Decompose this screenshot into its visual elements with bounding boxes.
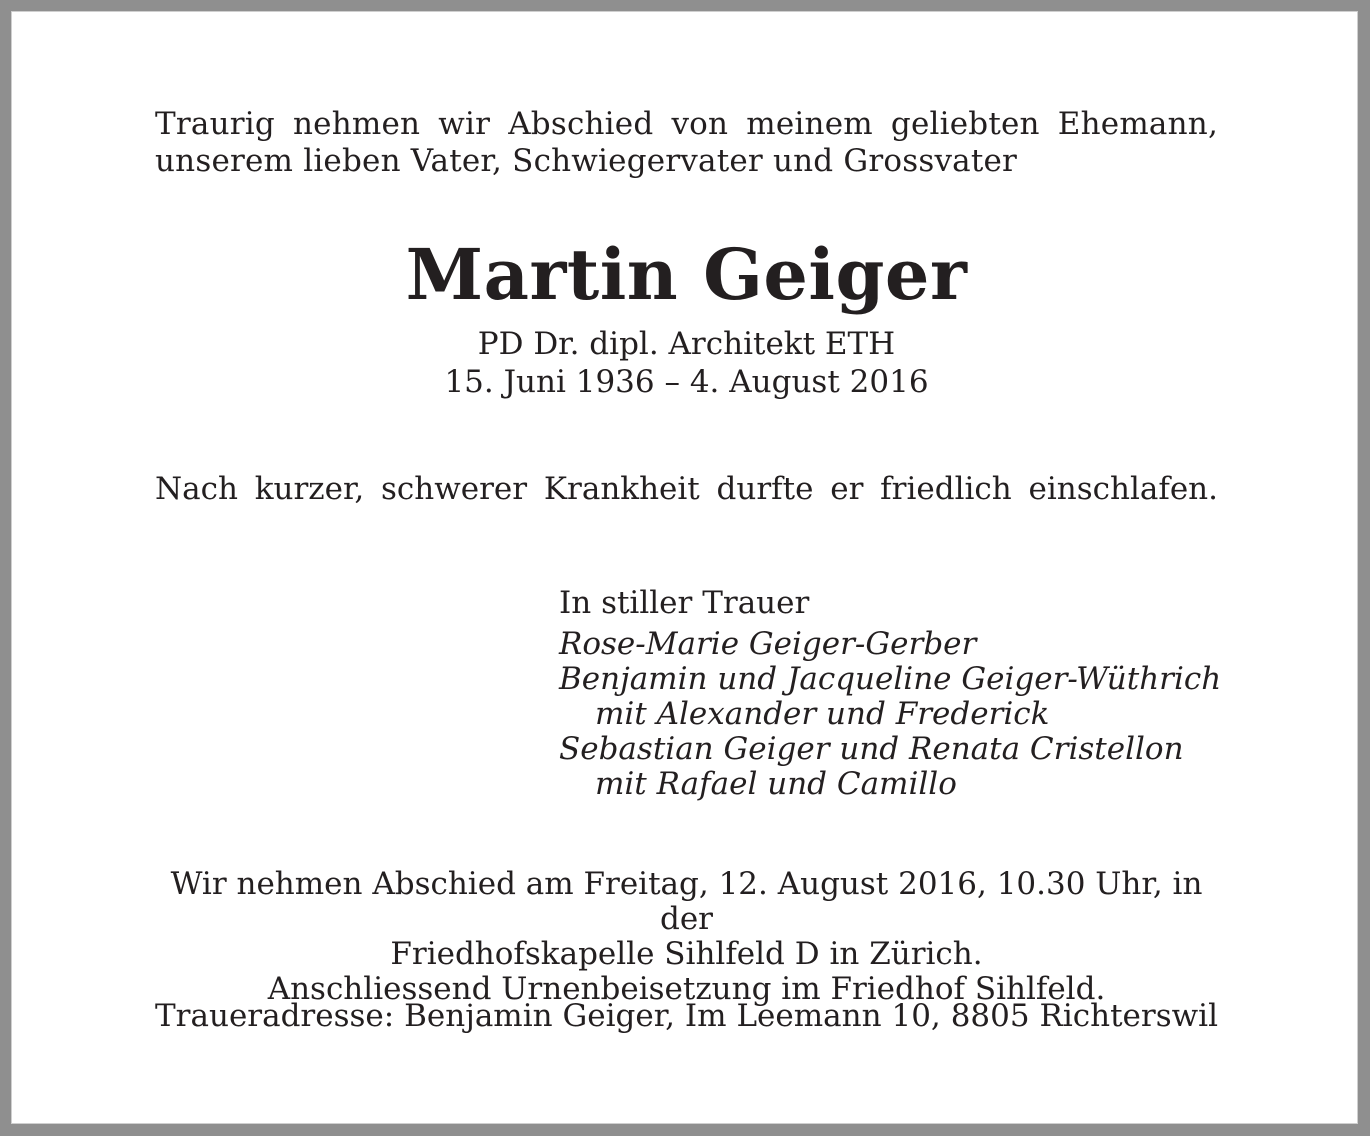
mourner-entry-children: mit Rafael und Camillo <box>595 766 957 802</box>
intro-paragraph <box>155 106 1218 180</box>
mourner-entry-children: mit Alexander und Frederick <box>595 696 1050 732</box>
funeral-line-1: Wir nehmen Abschied am Freitag, 12. August 2016, 10.30 Uhr, in der <box>170 866 1203 937</box>
intro-line-2: unserem lieben Vater, Schwiegervater und Grossvater <box>155 143 1018 179</box>
funeral-information <box>155 867 1218 1007</box>
funeral-line-3: Anschliessend Urnenbeisetzung im Friedhof Sihlfeld. <box>267 971 1106 1007</box>
deceased-details <box>155 325 1218 401</box>
deceased-dates: 15. Juni 1936 – 4. August 2016 <box>444 364 929 400</box>
deceased-title: PD Dr. dipl. Architekt ETH <box>477 326 896 362</box>
mourners-block <box>559 586 1224 802</box>
death-statement: Nach kurzer, schwerer Krankheit durfte er friedlich einschlafen. <box>155 471 1218 507</box>
obituary-notice <box>11 11 1358 1124</box>
funeral-line-2: Friedhofskapelle Sihlfeld D in Zürich. <box>390 936 983 972</box>
deceased-name: Martin Geiger <box>405 233 968 316</box>
intro-line-1: Traurig nehmen wir Abschied von meinem geliebten Ehemann, <box>155 106 1218 142</box>
mourner-entry: Benjamin und Jacqueline Geiger-Wüthrich <box>559 661 1222 697</box>
obituary-content <box>155 12 1222 1123</box>
mourner-entry: Rose-Marie Geiger-Gerber <box>559 626 977 662</box>
mourners-heading: In stiller Trauer <box>559 585 810 621</box>
mourning-address: Traueradresse: Benjamin Geiger, Im Leemann 10, 8805 Richterswil <box>155 998 1218 1034</box>
mourner-entry: Sebastian Geiger und Renata Cristellon <box>559 731 1184 767</box>
